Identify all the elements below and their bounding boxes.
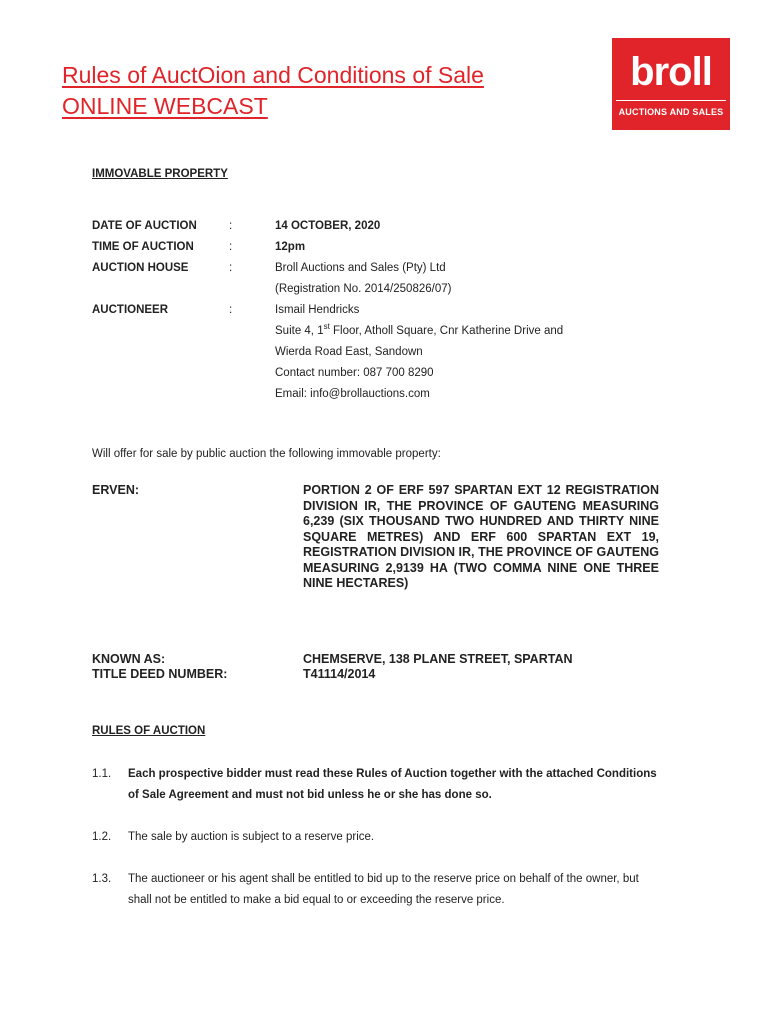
house-registration: (Registration No. 2014/250826/07) <box>275 283 452 295</box>
address-superscript: st <box>323 322 330 332</box>
date-value: 14 OCTOBER, 2020 <box>275 220 381 232</box>
colon: : <box>229 304 233 316</box>
house-label: AUCTION HOUSE <box>92 262 189 274</box>
address-line-1 <box>275 322 564 337</box>
title-deed-value: T41114/2014 <box>303 667 376 681</box>
logo-brand: broll <box>630 50 712 94</box>
title-line-1: Rules of AuctOion and Conditions of Sale <box>62 62 484 88</box>
rule-text: The auctioneer or his agent shall be entitled to bid up to the reserve price on behalf of the owner, but shall not be entitled to make a bid equal to or exceeding the reserve price. <box>128 873 639 906</box>
auctioneer-name: Ismail Hendricks <box>275 304 360 316</box>
address-line-2: Wierda Road East, Sandown <box>275 346 423 358</box>
colon: : <box>229 262 233 274</box>
known-as-label: KNOWN AS: <box>92 652 166 666</box>
logo-tagline: AUCTIONS AND SALES <box>618 107 724 117</box>
section-heading-immovable-property: IMMOVABLE PROPERTY <box>92 168 228 180</box>
rule-number: 1.3. <box>92 873 112 885</box>
colon: : <box>229 220 233 232</box>
logo-divider <box>616 100 726 101</box>
rule-text: The sale by auction is subject to a reserve price. <box>128 831 375 843</box>
document-title <box>62 60 484 122</box>
erven-label: ERVEN: <box>92 483 140 497</box>
title-deed-label: TITLE DEED NUMBER: <box>92 667 228 681</box>
known-as-value: CHEMSERVE, 138 PLANE STREET, SPARTAN <box>303 652 573 666</box>
time-value: 12pm <box>275 241 306 253</box>
intro-paragraph: Will offer for sale by public auction the following immovable property: <box>92 448 441 460</box>
auctioneer-label: AUCTIONEER <box>92 304 169 316</box>
contact-number: Contact number: 087 700 8290 <box>275 367 434 379</box>
section-heading-rules-of-auction: RULES OF AUCTION <box>92 725 206 737</box>
address-text: Floor, Atholl Square, Cnr Katherine Drive and <box>329 325 564 337</box>
time-label: TIME OF AUCTION <box>92 241 194 253</box>
erven-description: PORTION 2 OF ERF 597 SPARTAN EXT 12 REGISTRATION DIVISION IR, THE PROVINCE OF GAUTENG MEASURING 6,239 (SIX THOUSAND TWO HUNDRED AND THIRTY NINE SQUARE METRES) AND ERF 600 SPARTAN EXT 19, REGISTRATION DIVISION IR, THE PROVINCE OF GAUTENG MEASURING 2,9139 HA (TWO COMMA NINE ONE THREE NINE HECTARES) <box>303 483 659 590</box>
broll-logo <box>612 38 730 130</box>
colon: : <box>229 241 233 253</box>
rule-text: Each prospective bidder must read these Rules of Auction together with the attached Conditions of Sale Agreement and must not bid unless he or she has done so. <box>128 768 657 801</box>
house-value: Broll Auctions and Sales (Pty) Ltd <box>275 262 446 274</box>
rule-number: 1.1. <box>92 768 112 780</box>
contact-email: Email: info@brollauctions.com <box>275 388 430 400</box>
rule-number: 1.2. <box>92 831 112 843</box>
title-line-2: ONLINE WEBCAST <box>62 93 268 119</box>
date-label: DATE OF AUCTION <box>92 220 197 232</box>
address-text: Suite 4, 1 <box>275 325 324 337</box>
